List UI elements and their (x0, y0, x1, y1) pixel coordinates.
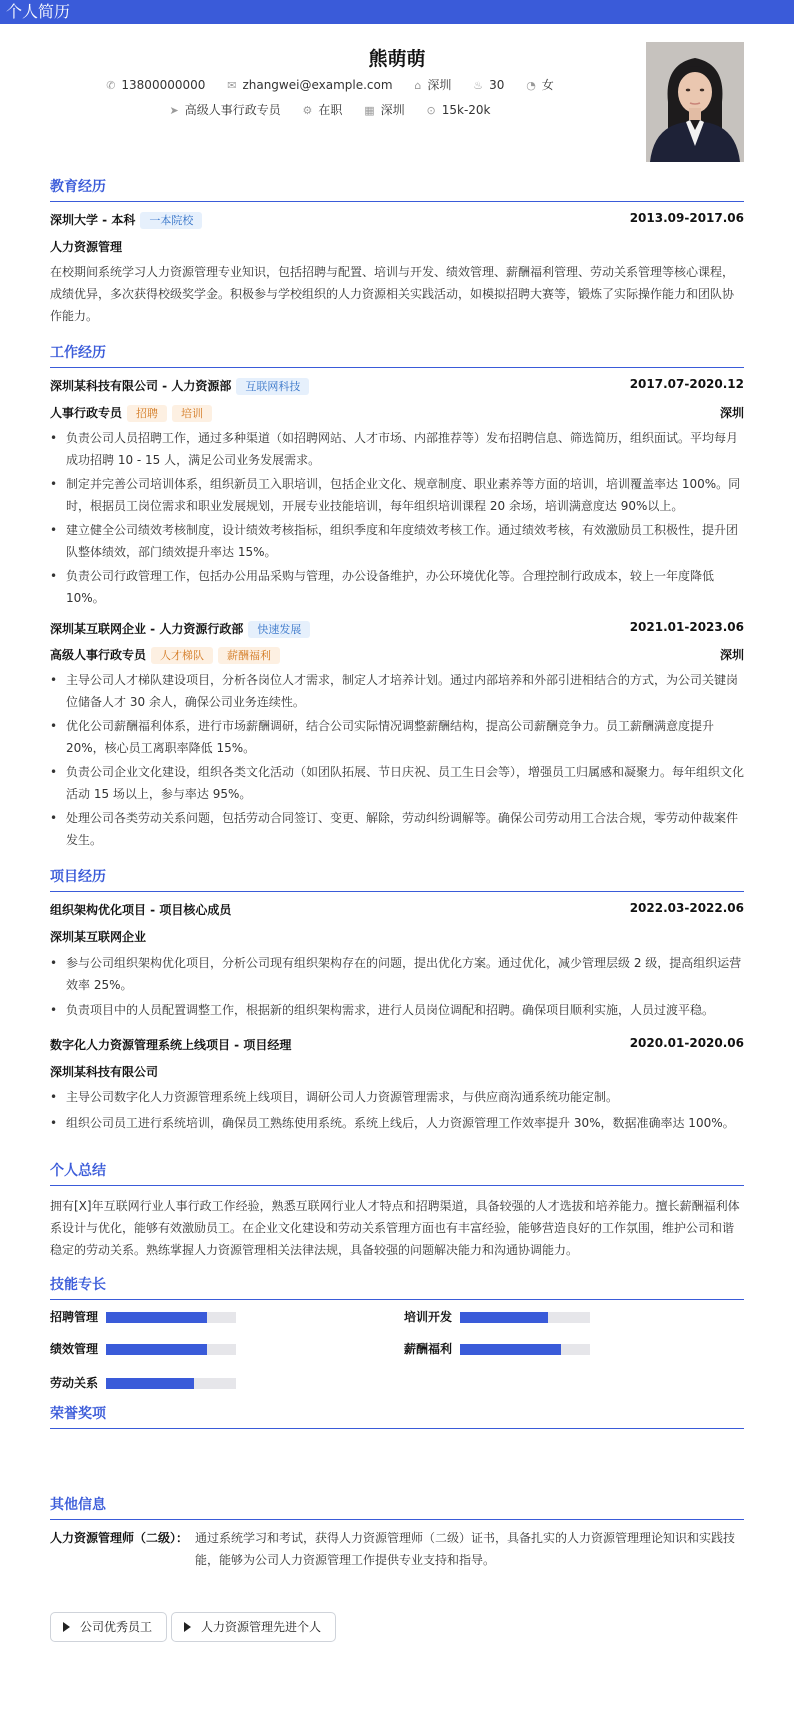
skill-item (50, 1374, 250, 1392)
skill-bar-fill (460, 1312, 548, 1323)
building-icon: ▦ (364, 104, 375, 117)
education-period: 2013.09-2017.06 (629, 211, 744, 225)
resume-page (0, 24, 794, 1720)
award-chip[interactable] (171, 1612, 336, 1642)
project-2-header (50, 1036, 744, 1054)
work-section (50, 342, 744, 368)
education-title: 教育经历 (50, 176, 744, 202)
award-label: 人力资源管理先进个人 (201, 1620, 322, 1634)
city-item (414, 76, 451, 93)
profile-photo (646, 42, 744, 162)
awards-title: 荣誉奖项 (50, 1403, 744, 1429)
job-2-bullet: • 负责公司企业文化建设，组织各类文化活动（如团队拓展、节日庆祝、员工生日会等），增强员工归属感和凝聚力。每年组织文化活动 15 场以上，参与率达 95%。 (50, 761, 744, 805)
summary-text: 拥有[X]年互联网行业人事行政工作经验，熟悉互联网行业人才特点和招聘渠道，具备较强的人才选拔和培养能力。擅长薪酬福利体系设计与优化，能够有效激励员工。在企业文化建设和劳动关系管理方面也有丰富经验，能够营造良好的工作氛围，维护公司和谐稳定的劳动关系。熟练掌握人力资源管理相关法律法规，具备较强的问题解决能力和沟通协调能力。 (50, 1199, 740, 1257)
other-title: 其他信息 (50, 1494, 744, 1520)
status-text: 在职 (318, 103, 343, 117)
job-2-role-tag: 人才梯队 (151, 647, 213, 664)
expected-city-text: 深圳 (380, 103, 405, 117)
city-text: 深圳 (427, 78, 452, 92)
project-1-company-row (50, 928, 744, 946)
other-info (50, 1527, 744, 1571)
skill-bar (106, 1378, 236, 1389)
project-1-bullet: • 负责项目中的人员配置调整工作，根据新的组织架构需求，进行人员岗位调配和招聘。确保项目顺利实施，人员过渡平稳。 (50, 999, 744, 1021)
portrait-image (646, 42, 744, 162)
project-1-period: 2022.03-2022.06 (629, 901, 744, 915)
award-label: 公司优秀员工 (80, 1620, 153, 1634)
job-2-header (50, 620, 744, 638)
work-title: 工作经历 (50, 342, 744, 368)
top-bar (0, 0, 794, 24)
play-icon (63, 1622, 70, 1632)
skill-bar-fill (460, 1344, 561, 1355)
project-2-company: 深圳某科技有限公司 (50, 1065, 159, 1079)
skill-bar (106, 1312, 236, 1323)
job-1-role: 人事行政专员 (50, 406, 123, 420)
contact-info-row (0, 76, 660, 93)
job-2-role-row (50, 646, 744, 664)
send-icon: ➤ (169, 104, 179, 117)
email-item (227, 78, 392, 92)
skill-item (404, 1340, 604, 1358)
skill-label: 培训开发 (404, 1310, 453, 1324)
certificate-label: 人力资源管理师（二级）： (50, 1531, 189, 1545)
skills-title: 技能专长 (50, 1274, 744, 1300)
gear-icon: ⚙ (302, 104, 313, 117)
app-title: 个人简历 (6, 2, 71, 21)
job-1-tag: 互联网科技 (236, 378, 309, 395)
job-1-bullet: • 负责公司人员招聘工作，通过多种渠道（如招聘网站、人才市场、内部推荐等）发布招聘信息、筛选简历，组织面试。平均每月成功招聘 10 - 15 人，满足公司业务发展需求。 (50, 427, 744, 471)
awards-section (50, 1403, 744, 1429)
skill-bar (106, 1344, 236, 1355)
phone-item (106, 78, 205, 92)
project-1-company: 深圳某互联网企业 (50, 930, 147, 944)
skills-section (50, 1274, 744, 1300)
major-row (50, 238, 744, 256)
project-2-period: 2020.01-2020.06 (629, 1036, 744, 1050)
award-chip[interactable] (50, 1612, 167, 1642)
skill-item (404, 1308, 604, 1326)
project-1-header (50, 901, 744, 919)
major-name: 人力资源管理 (50, 240, 123, 254)
job-2-bullet: • 优化公司薪酬福利体系，进行市场薪酬调研，结合公司实际情况调整薪酬结构，提高公司薪酬竞争力。员工薪酬满意度提升 20%，核心员工离职率降低 15%。 (50, 715, 744, 759)
home-icon: ⌂ (414, 79, 422, 92)
phone-text: 13800000000 (121, 78, 206, 92)
education-section (50, 176, 744, 202)
summary-title: 个人总结 (50, 1160, 744, 1186)
job-1-role-tag: 培训 (172, 405, 212, 422)
gender-text: 女 (541, 78, 554, 92)
job-intent-row (0, 101, 660, 118)
project-2-company-row (50, 1063, 744, 1081)
skill-label: 薪酬福利 (404, 1342, 453, 1356)
job-1-period: 2017.07-2020.12 (629, 377, 744, 391)
status-item (303, 101, 343, 118)
play-icon (184, 1622, 191, 1632)
skill-label: 招聘管理 (50, 1310, 99, 1324)
salary-item (427, 103, 491, 117)
education-header (50, 211, 744, 229)
age-item (473, 78, 504, 92)
job-1-bullet: • 制定并完善公司培训体系，组织新员工入职培训，包括企业文化、规章制度、职业素养等方面的培训，培训覆盖率达 100%。同时，根据员工岗位需求和职业发展规划，开展专业技能培训，每年组织培训课程 20 余场，培训满意度达 90%以上。 (50, 473, 744, 517)
certificate-text: 通过系统学习和考试，获得人力资源管理师（二级）证书，具备扎实的人力资源管理理论知识和实践技能，能够为公司人力资源管理工作提供专业支持和指导。 (195, 1531, 736, 1567)
expected-city-item (364, 101, 404, 118)
phone-icon: ✆ (106, 79, 116, 92)
projects-section (50, 866, 744, 892)
job-2-period: 2021.01-2023.06 (629, 620, 744, 634)
skill-label: 劳动关系 (50, 1376, 99, 1390)
job-1-bullet: • 建立健全公司绩效考核制度，设计绩效考核指标，组织季度和年度绩效考核工作。通过绩效考核，有效激励员工积极性，提升团队整体绩效，部门绩效提升率达 15%。 (50, 519, 744, 563)
school-name: 深圳大学 - 本科 (50, 213, 136, 227)
skill-item (50, 1308, 250, 1326)
summary-section (50, 1160, 744, 1186)
candidate-name: 熊萌萌 (368, 48, 426, 70)
gender-icon: ◔ (526, 79, 536, 92)
job-2-role-tag: 薪酬福利 (218, 647, 280, 664)
skill-label: 绩效管理 (50, 1342, 99, 1356)
job-2-location: 深圳 (719, 648, 744, 662)
education-description: 在校期间系统学习人力资源管理专业知识，包括招聘与配置、培训与开发、绩效管理、薪酬福利管理、劳动关系管理等核心课程，成绩优异，多次获得校级奖学金。积极参与学校组织的人力资源相关实践活动，如模拟招聘大赛等，锻炼了实际操作能力和团队协作能力。 (50, 265, 735, 323)
job-2-bullet: • 主导公司人才梯队建设项目，分析各岗位人才需求，制定人才培养计划。通过内部培养和外部引进相结合的方式，为公司关键岗位储备人才 30 余人，确保公司业务连续性。 (50, 669, 744, 713)
job-2-tag: 快速发展 (248, 621, 310, 638)
skill-item (50, 1340, 250, 1358)
skill-bar (460, 1344, 590, 1355)
salary-icon: ⊙ (426, 104, 436, 117)
job-1-header (50, 377, 744, 395)
project-2-bullet: • 组织公司员工进行系统培训，确保员工熟练使用系统。系统上线后，人力资源管理工作效率提升 30%，数据准确率达 100%。 (50, 1112, 744, 1134)
other-section (50, 1494, 744, 1520)
cake-icon: ♨ (473, 79, 484, 92)
school-tag: 一本院校 (140, 212, 202, 229)
job-2-role: 高级人事行政专员 (50, 648, 147, 662)
job-1-role-row (50, 404, 744, 422)
email-text: zhangwei@example.com (242, 78, 393, 92)
age-text: 30 (489, 78, 505, 92)
skill-bar-fill (106, 1312, 207, 1323)
job-1-company: 深圳某科技有限公司 - 人力资源部 (50, 379, 232, 393)
skill-bar-fill (106, 1378, 194, 1389)
project-1-bullet: • 参与公司组织架构优化项目，分析公司现有组织架构存在的问题，提出优化方案。通过优化，减少管理层级 2 级，提高组织运营效率 25%。 (50, 952, 744, 996)
skill-bar (460, 1312, 590, 1323)
job-1-location: 深圳 (719, 406, 744, 420)
position-text: 高级人事行政专员 (184, 103, 281, 117)
project-1-name: 组织架构优化项目 - 项目核心成员 (50, 903, 232, 917)
position-item (169, 101, 280, 118)
job-2-company: 深圳某互联网企业 - 人力资源行政部 (50, 622, 244, 636)
mail-icon: ✉ (227, 79, 237, 92)
skill-bar-fill (106, 1344, 207, 1355)
job-1-role-tag: 招聘 (127, 405, 167, 422)
salary-text: 15k-20k (441, 103, 491, 117)
job-1-bullet: • 负责公司行政管理工作，包括办公用品采购与管理，办公设备维护，办公环境优化等。合理控制行政成本，较上一年度降低 10%。 (50, 565, 744, 609)
projects-title: 项目经历 (50, 866, 744, 892)
job-2-bullet: • 处理公司各类劳动关系问题，包括劳动合同签订、变更、解除，劳动纠纷调解等。确保公司劳动用工合法合规，零劳动仲裁案件发生。 (50, 807, 744, 851)
project-2-bullet: • 主导公司数字化人力资源管理系统上线项目，调研公司人力资源管理需求，与供应商沟通系统功能定制。 (50, 1086, 744, 1108)
project-2-name: 数字化人力资源管理系统上线项目 - 项目经理 (50, 1038, 292, 1052)
gender-item (526, 76, 554, 93)
